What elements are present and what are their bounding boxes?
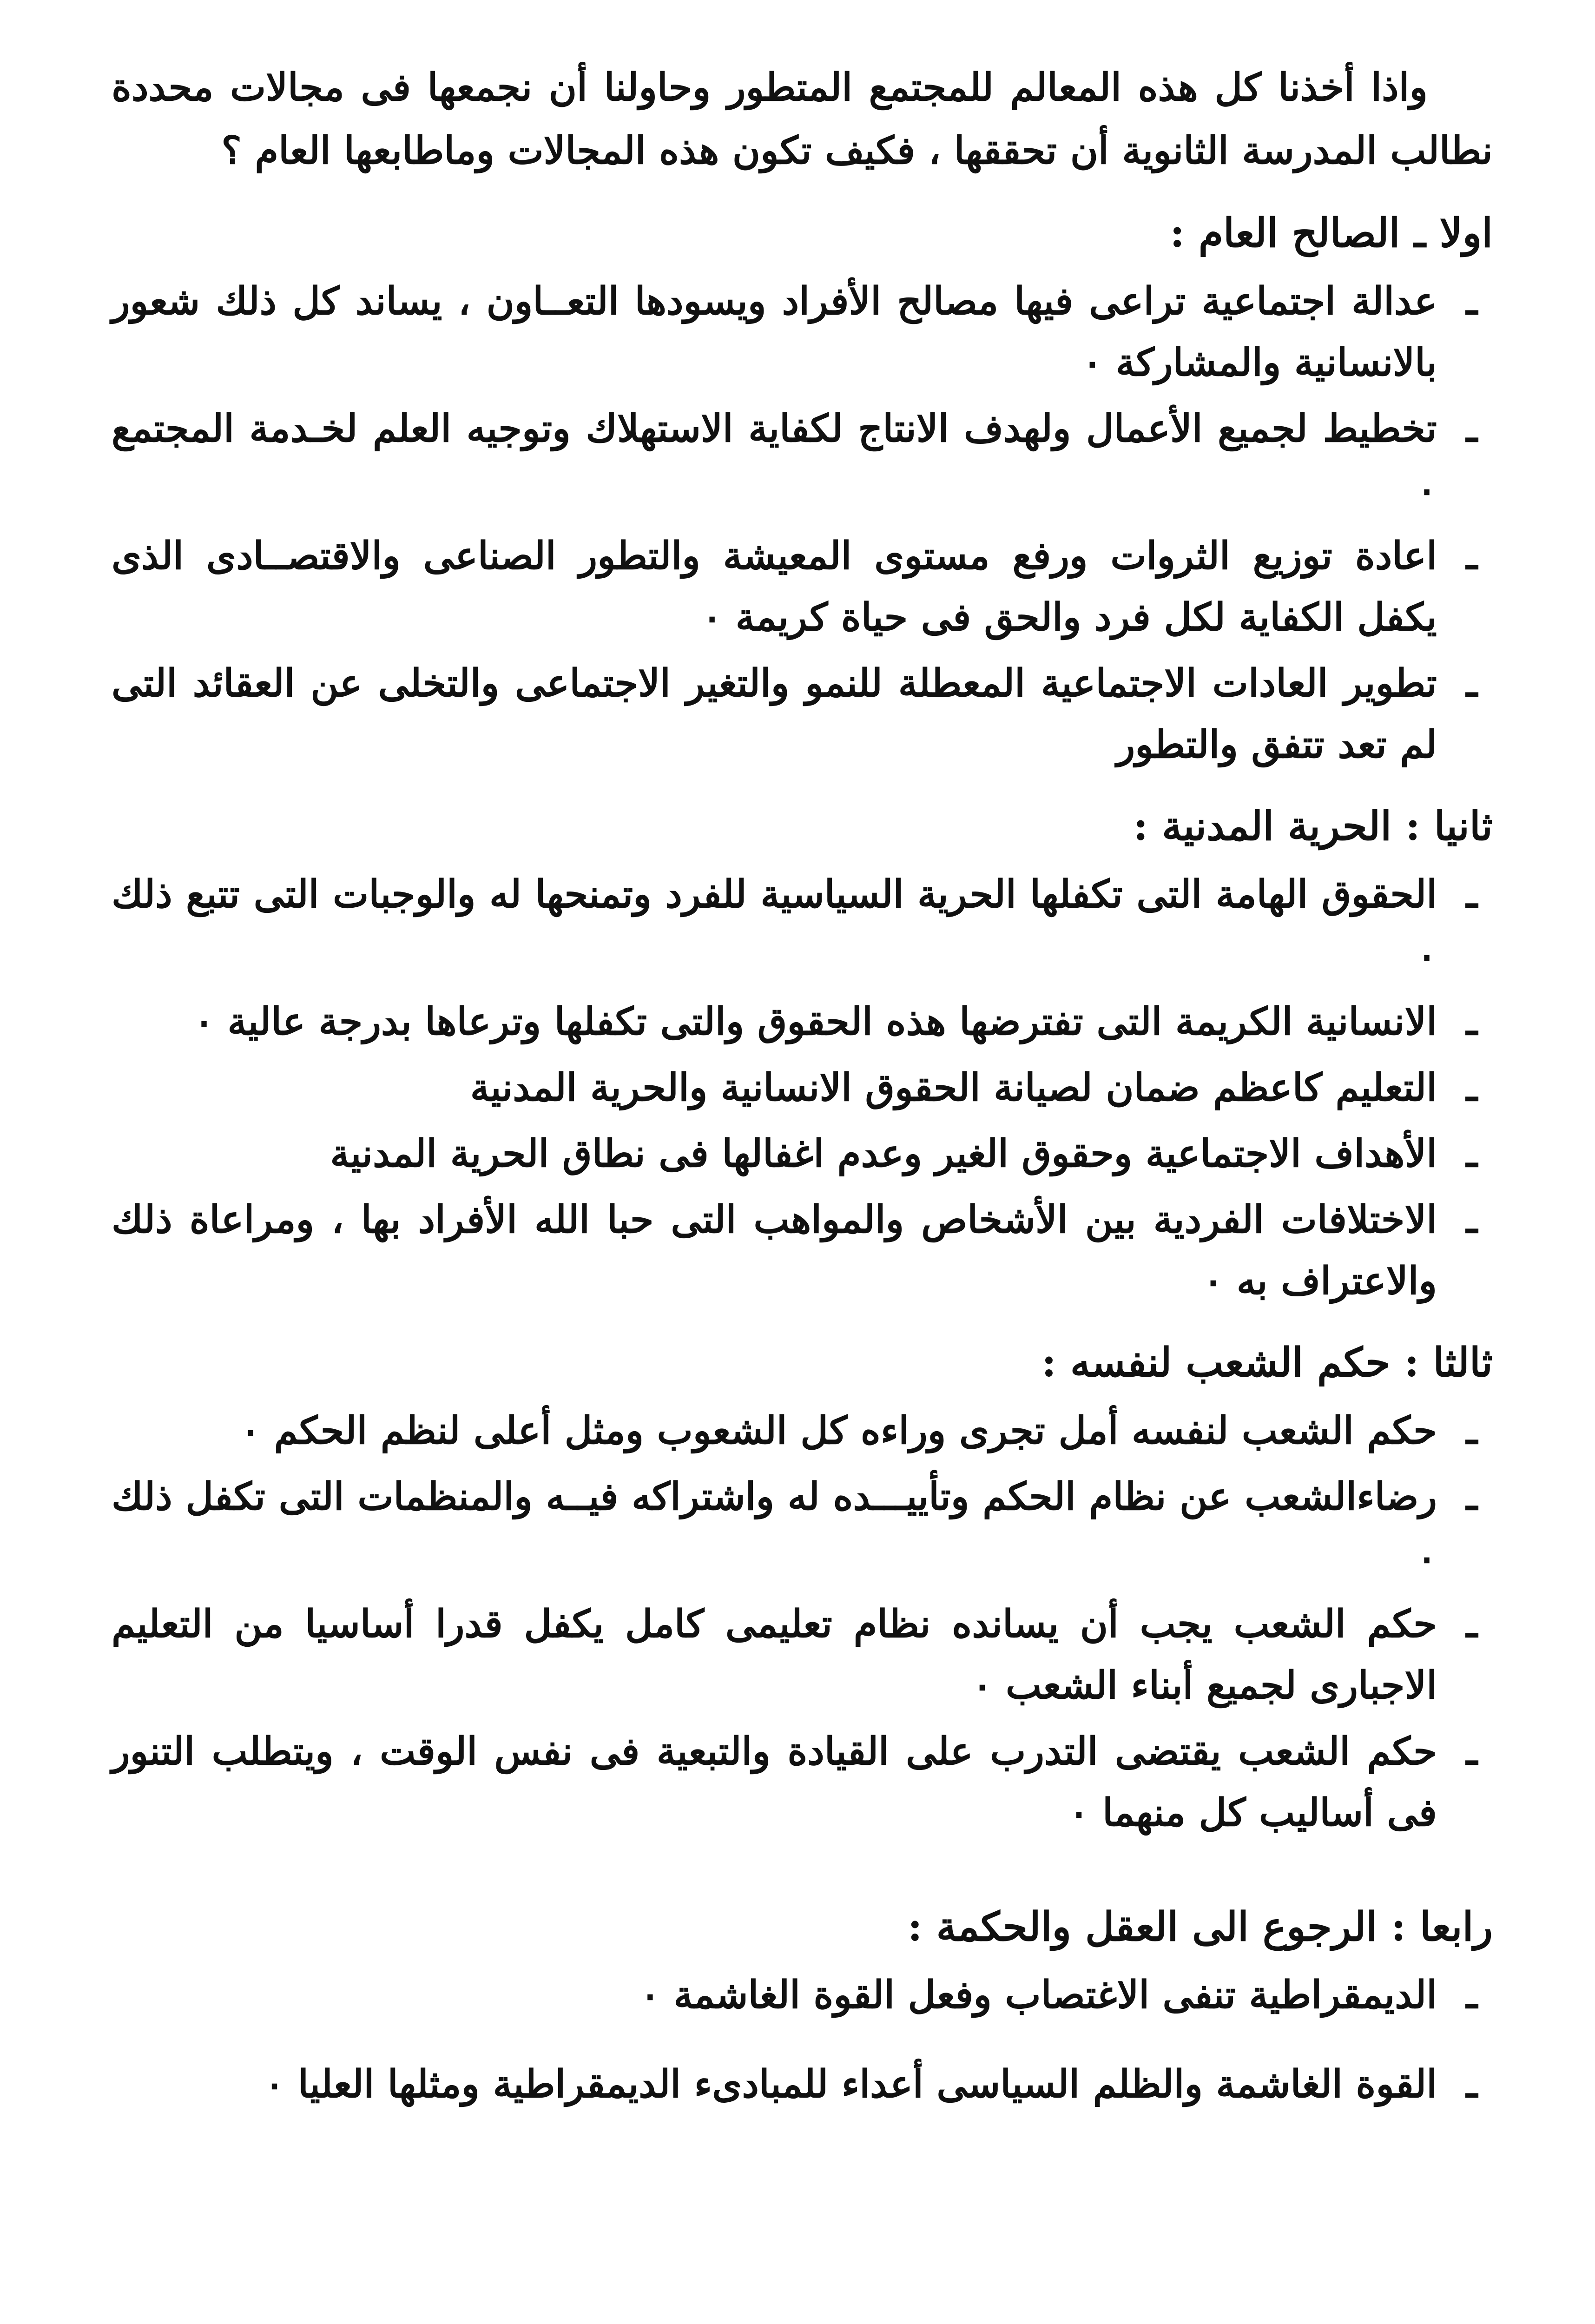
bullet-dash: ـ bbox=[1466, 661, 1478, 706]
bullet-dash: ـ bbox=[1466, 279, 1478, 324]
bullet-dash: ـ bbox=[1466, 999, 1478, 1044]
section-self-government bbox=[112, 1330, 1493, 1843]
item-text: حكم الشعب يقتضى التدرب على القيادة والتبعية فى نفس الوقت ، ويتطلب التنور فى أساليب كل منهما ٠ bbox=[112, 1729, 1437, 1835]
bullet-dash: ـ bbox=[1466, 1973, 1478, 2017]
bullet-dash: ـ bbox=[1466, 1729, 1478, 1774]
section-title: رابعا : الرجوع الى العقل والحكمة : bbox=[907, 1903, 1493, 1950]
bullet-dash: ـ bbox=[1466, 406, 1478, 451]
list-item bbox=[112, 2053, 1493, 2115]
item-text: تطوير العادات الاجتماعية المعطلة للنمو والتغير الاجتماعى والتخلى عن العقائد التى لم تعد تتفق والتطور bbox=[112, 661, 1437, 767]
section-civil-liberty bbox=[112, 794, 1493, 1312]
list-item bbox=[112, 1721, 1493, 1843]
item-list bbox=[112, 1964, 1493, 2115]
list-item bbox=[112, 864, 1493, 986]
section-title: ثانيا : الحرية المدنية : bbox=[1133, 803, 1493, 850]
list-item bbox=[112, 1964, 1493, 2026]
list-item bbox=[112, 991, 1493, 1052]
item-text: رضاءالشعب عن نظام الحكم وتأييـــده له واشتراكه فيــه والمنظمات التى تكفل ذلك ٠ bbox=[112, 1474, 1437, 1580]
list-item bbox=[112, 1593, 1493, 1716]
list-item bbox=[112, 1057, 1493, 1118]
list-item bbox=[112, 1466, 1493, 1589]
item-text: الأهداف الاجتماعية وحقوق الغير وعدم اغفالها فى نطاق الحرية المدنية bbox=[330, 1131, 1437, 1176]
item-text: الديمقراطية تنفى الاغتصاب وفعل القوة الغاشمة ٠ bbox=[639, 1973, 1437, 2017]
item-list bbox=[112, 271, 1493, 775]
bullet-dash: ـ bbox=[1466, 1065, 1478, 1110]
item-text: حكم الشعب يجب أن يسانده نظام تعليمى كامل يكفل قدرا أساسيا من التعليم الاجبارى لجميع أبناء الشعب ٠ bbox=[112, 1602, 1437, 1708]
section-reason-wisdom bbox=[112, 1895, 1493, 2115]
item-text: الاختلافات الفردية بين الأشخاص والمواهب التى حبا الله الأفراد بها ، ومراعاة ذلك والاعتراف به ٠ bbox=[112, 1197, 1437, 1303]
document-page bbox=[112, 56, 1493, 2324]
list-item bbox=[112, 525, 1493, 648]
bullet-dash: ـ bbox=[1466, 1197, 1478, 1242]
item-text: التعليم كاعظم ضمان لصيانة الحقوق الانسانية والحرية المدنية bbox=[470, 1065, 1437, 1110]
item-text: حكم الشعب لنفسه أمل تجرى وراءه كل الشعوب ومثل أعلى لنظم الحكم ٠ bbox=[240, 1408, 1437, 1453]
bullet-dash: ـ bbox=[1466, 1602, 1478, 1646]
item-list bbox=[112, 864, 1493, 1312]
item-text: تخطيط لجميع الأعمال ولهدف الانتاج لكفاية الاستهلاك وتوجيه العلم لخـدمة المجتمع ٠ bbox=[112, 406, 1437, 512]
item-list bbox=[112, 1400, 1493, 1843]
list-item bbox=[112, 1400, 1493, 1461]
list-item bbox=[112, 1123, 1493, 1184]
list-item bbox=[112, 271, 1493, 393]
bullet-dash: ـ bbox=[1466, 2062, 1478, 2106]
section-title: اولا ـ الصالح العام : bbox=[1170, 210, 1493, 257]
bullet-dash: ـ bbox=[1466, 872, 1478, 917]
bullet-dash: ـ bbox=[1466, 1131, 1478, 1176]
bullet-dash: ـ bbox=[1466, 534, 1478, 578]
section-title: ثالثا : حكم الشعب لنفسه : bbox=[1041, 1339, 1493, 1386]
bullet-dash: ـ bbox=[1466, 1474, 1478, 1519]
item-text: اعادة توزيع الثروات ورفع مستوى المعيشة والتطور الصناعى والاقتصــادى الذى يكفل الكفاية لكل فرد والحق فى حياة كريمة ٠ bbox=[112, 534, 1437, 640]
bullet-dash: ـ bbox=[1466, 1408, 1478, 1453]
item-text: الانسانية الكريمة التى تفترضها هذه الحقوق والتى تكفلها وترعاها بدرجة عالية ٠ bbox=[193, 999, 1437, 1044]
list-item bbox=[112, 398, 1493, 521]
item-text: القوة الغاشمة والظلم السياسى أعداء للمبادىء الديمقراطية ومثلها العليا ٠ bbox=[264, 2062, 1437, 2106]
item-text: عدالة اجتماعية تراعى فيها مصالح الأفراد ويسودها التعــاون ، يساند كل ذلك شعور بالانسانية والمشاركة ٠ bbox=[112, 279, 1437, 385]
list-item bbox=[112, 653, 1493, 775]
list-item bbox=[112, 1189, 1493, 1312]
section-public-good bbox=[112, 201, 1493, 775]
item-text: الحقوق الهامة التى تكفلها الحرية السياسية للفرد وتمنحها له والوجبات التى تتبع ذلك ٠ bbox=[112, 872, 1437, 978]
intro-paragraph: واذا أخذنا كل هذه المعالم للمجتمع المتطور وحاولنا أن نجمعها فى مجالات محددة نطالب المدرسة الثانوية أن تحققها ، فكيف تكون هذه المجالات وماطابعها العام ؟ bbox=[112, 65, 1493, 173]
